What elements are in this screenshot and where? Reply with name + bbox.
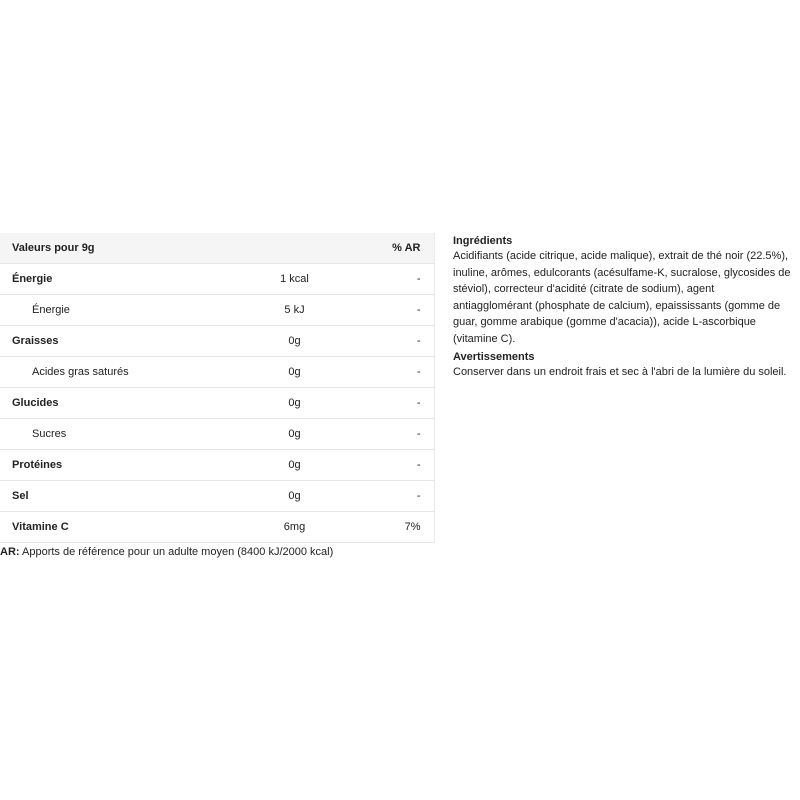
header-ar-label: % AR	[355, 233, 434, 264]
nutrient-ar: -	[355, 419, 434, 450]
nutrient-ar: -	[355, 388, 434, 419]
table-row	[0, 357, 434, 388]
footnote-label: AR:	[0, 546, 20, 558]
nutrient-name: Graisses	[0, 326, 234, 357]
nutrient-amount: 1 kcal	[234, 264, 355, 295]
nutrient-name: Sel	[0, 481, 234, 512]
ingredients-text: Acidifiants (acide citrique, acide malique), extrait de thé noir (22.5%), inuline, arômes, edulcorants (acésulfame-K, sucralose, glycosides de stéviol), correcteur d'acidité (citrate de sodium), agent antiagglomérant (phosphate de calcium), epaississants (gomme de guar, gomme arabique (gomme d'acacia)), acide L-ascorbique (vitamine C).	[453, 250, 791, 345]
table-row	[0, 512, 434, 543]
header-amount	[234, 233, 355, 264]
nutrient-name: Protéines	[0, 450, 234, 481]
table-row	[0, 326, 434, 357]
ingredients-title: Ingrédients	[453, 235, 513, 247]
nutrient-name: Acides gras saturés	[0, 357, 234, 388]
ingredients-section	[453, 234, 793, 347]
table-row	[0, 481, 434, 512]
table-row	[0, 419, 434, 450]
table-row	[0, 264, 434, 295]
nutrient-name: Énergie	[0, 264, 234, 295]
footnote-text: Apports de référence pour un adulte moyen (8400 kJ/2000 kcal)	[19, 546, 334, 558]
nutrient-amount: 0g	[234, 419, 355, 450]
nutrient-name: Glucides	[0, 388, 234, 419]
nutrition-table-container	[0, 233, 434, 543]
nutrient-amount: 0g	[234, 388, 355, 419]
nutrient-ar: 7%	[355, 512, 434, 543]
table-row	[0, 388, 434, 419]
nutrient-amount: 0g	[234, 450, 355, 481]
nutrient-ar: -	[355, 481, 434, 512]
reference-intake-footnote	[0, 546, 333, 558]
nutrient-ar: -	[355, 450, 434, 481]
nutrient-name: Sucres	[0, 419, 234, 450]
nutrient-amount: 0g	[234, 357, 355, 388]
nutrient-amount: 6mg	[234, 512, 355, 543]
warnings-title: Avertissements	[453, 351, 535, 363]
warnings-text: Conserver dans un endroit frais et sec à l'abri de la lumière du soleil.	[453, 366, 787, 378]
nutrient-amount: 0g	[234, 326, 355, 357]
nutrition-table	[0, 233, 435, 543]
table-row	[0, 295, 434, 326]
table-row	[0, 450, 434, 481]
nutrient-name: Vitamine C	[0, 512, 234, 543]
nutrient-ar: -	[355, 264, 434, 295]
nutrient-ar: -	[355, 357, 434, 388]
nutrient-amount: 5 kJ	[234, 295, 355, 326]
product-info-panel	[453, 234, 793, 384]
header-serving-label: Valeurs pour 9g	[0, 233, 234, 264]
nutrient-amount: 0g	[234, 481, 355, 512]
nutrition-header-row	[0, 233, 434, 264]
nutrient-ar: -	[355, 326, 434, 357]
warnings-section	[453, 350, 793, 381]
nutrient-ar: -	[355, 295, 434, 326]
nutrient-name: Énergie	[0, 295, 234, 326]
